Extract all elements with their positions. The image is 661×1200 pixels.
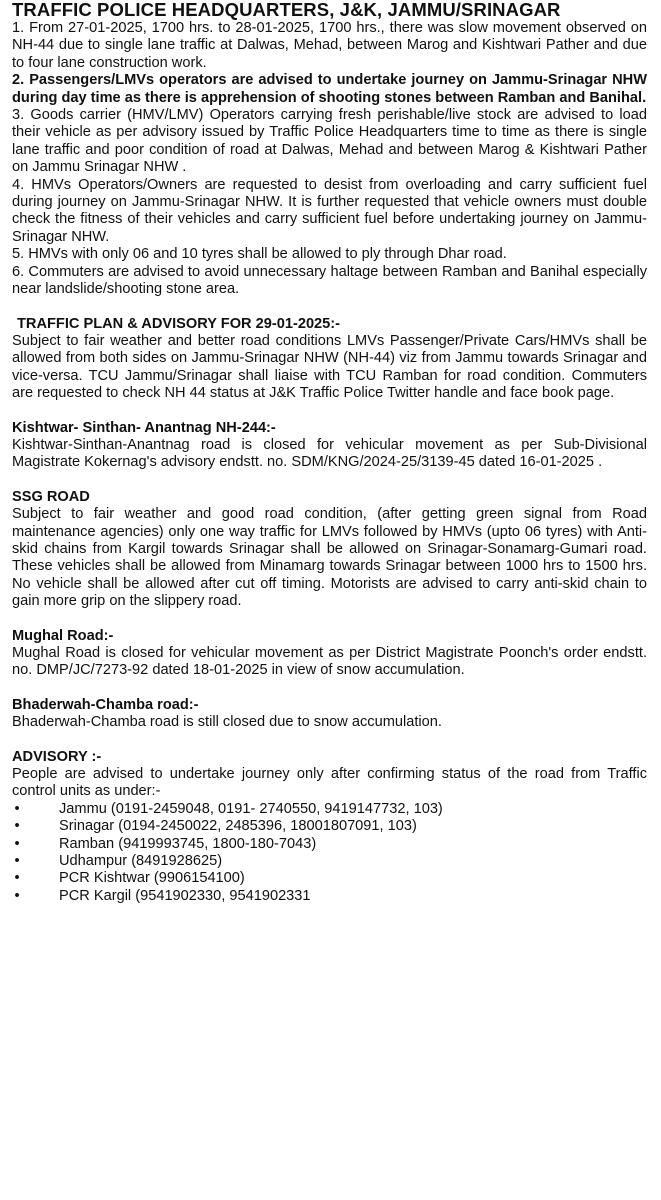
traffic-plan-heading: TRAFFIC PLAN & ADVISORY FOR 29-01-2025:-: [17, 315, 341, 332]
point-2: 2. Passengers/LMVs operators are advised to undertake journey on Jammu-Srinagar NHW during day time as there is apprehension of shooting stones between Ramban and Banihal.: [12, 72, 647, 106]
point-1: 1. From 27-01-2025, 1700 hrs. to 28-01-2025, 1700 hrs., there was slow movement observed on NH-44 due to single lane traffic at Dalwas, Mehad, between Marog and Kishtwari Pather and due to four lane construction work.: [12, 20, 647, 71]
mughal-heading: Mughal Road:-: [12, 627, 114, 644]
list-item: [12, 818, 647, 835]
unit-pcr-kishtwar: PCR Kishtwar (9906154100): [59, 870, 245, 887]
spacer: [12, 680, 647, 697]
point-3: 3. Goods carrier (HMV/LMV) Operators carrying fresh perishable/live stock are advised to load their vehicle as per advisory issued by Traffic Police Headquarters time to time as there is single lane traffic and poor condition of road at Dalwas, Mehad and between Marog & Kishtwari Pather on Jammu Srinagar NHW .: [12, 107, 647, 176]
document-title: TRAFFIC POLICE HEADQUARTERS, J&K, JAMMU/SRINAGAR: [12, 0, 561, 20]
unit-srinagar: Srinagar (0194-2450022, 2485396, 18001807091, 103): [59, 818, 417, 835]
traffic-control-units-list: [12, 801, 647, 905]
mughal-text: Mughal Road is closed for vehicular movement as per District Magistrate Poonch's order endstt. no. DMP/JC/7273-92 dated 18-01-2025 in view of snow accumulation.: [12, 645, 647, 679]
unit-jammu: Jammu (0191-2459048, 0191- 2740550, 9419147732, 103): [59, 800, 443, 817]
unit-udhampur: Udhampur (8491928625): [59, 853, 223, 870]
list-item: [12, 870, 647, 887]
ssg-heading: SSG ROAD: [12, 488, 90, 505]
bullet-icon: •: [14, 870, 20, 887]
spacer: [12, 611, 647, 628]
advisory-text: People are advised to undertake journey only after confirming status of the road from Traffic control units as under:-: [12, 766, 647, 800]
bullet-icon: •: [14, 818, 20, 835]
unit-ramban: Ramban (9419993745, 1800-180-7043): [59, 835, 317, 852]
ssg-text: Subject to fair weather and good road condition, (after getting green signal from Road maintenance agencies) only one way traffic for LMVs followed by HMVs (upto 06 tyres) with Anti-skid chains from Kargil towards Srinagar shall be allowed on Srinagar-Sonamarg-Gumari road. These vehicles shall be allowed from Minamarg towards Srinagar between 1000 hrs to 1500 hrs. No vehicle shall be allowed after cut off timing. Motorists are advised to carry anti-skid chain to gain more grip on the slippery road.: [12, 506, 647, 610]
bullet-icon: •: [14, 800, 20, 817]
list-item: [12, 836, 647, 853]
bullet-icon: •: [14, 887, 20, 904]
point-4: 4. HMVs Operators/Owners are requested to desist from overloading and carry sufficient fuel during journey on Jammu-Srinagar NHW. It is further requested that vehicle owners must double check the fitness of their vehicles and carry sufficient fuel before undertaking journey on Jammu-Srinagar NHW.: [12, 176, 647, 245]
point-5: 5. HMVs with only 06 and 10 tyres shall be allowed to ply through Dhar road.: [12, 246, 507, 263]
point-6: 6. Commuters are advised to avoid unnecessary haltage between Ramban and Banihal especially near landslide/shooting stone area.: [12, 263, 647, 298]
kishtwar-text: Kishtwar-Sinthan-Anantnag road is closed for vehicular movement as per Sub-Divisional Magistrate Kokernag's advisory endstt. no. SDM/KNG/2024-25/3139-45 dated 16-01-2025 .: [12, 436, 647, 471]
bullet-icon: •: [14, 835, 20, 852]
list-item: [12, 888, 647, 905]
advisory-heading: ADVISORY :-: [12, 748, 102, 765]
spacer: [12, 732, 647, 749]
list-item: [12, 853, 647, 870]
traffic-plan-text: Subject to fair weather and better road conditions LMVs Passenger/Private Cars/HMVs shall be allowed from both sides on Jammu-Srinagar NHW (NH-44) viz from Jammu towards Srinagar and vice-versa. TCU Jammu/Srinagar shall liaise with TCU Ramban for road condition. Commuters are requested to check NH 44 status at J&K Traffic Police Twitter handle and face book page.: [12, 332, 647, 402]
spacer: [12, 472, 647, 489]
bhaderwah-text: Bhaderwah-Chamba road is still closed due to snow accumulation.: [12, 714, 442, 731]
bullet-icon: •: [14, 853, 20, 870]
unit-pcr-kargil: PCR Kargil (9541902330, 9541902331: [59, 887, 311, 904]
bhaderwah-heading: Bhaderwah-Chamba road:-: [12, 696, 199, 713]
kishtwar-heading: Kishtwar- Sinthan- Anantnag NH-244:-: [12, 419, 276, 436]
spacer: [12, 299, 647, 316]
list-item: [12, 801, 647, 818]
spacer: [12, 403, 647, 420]
